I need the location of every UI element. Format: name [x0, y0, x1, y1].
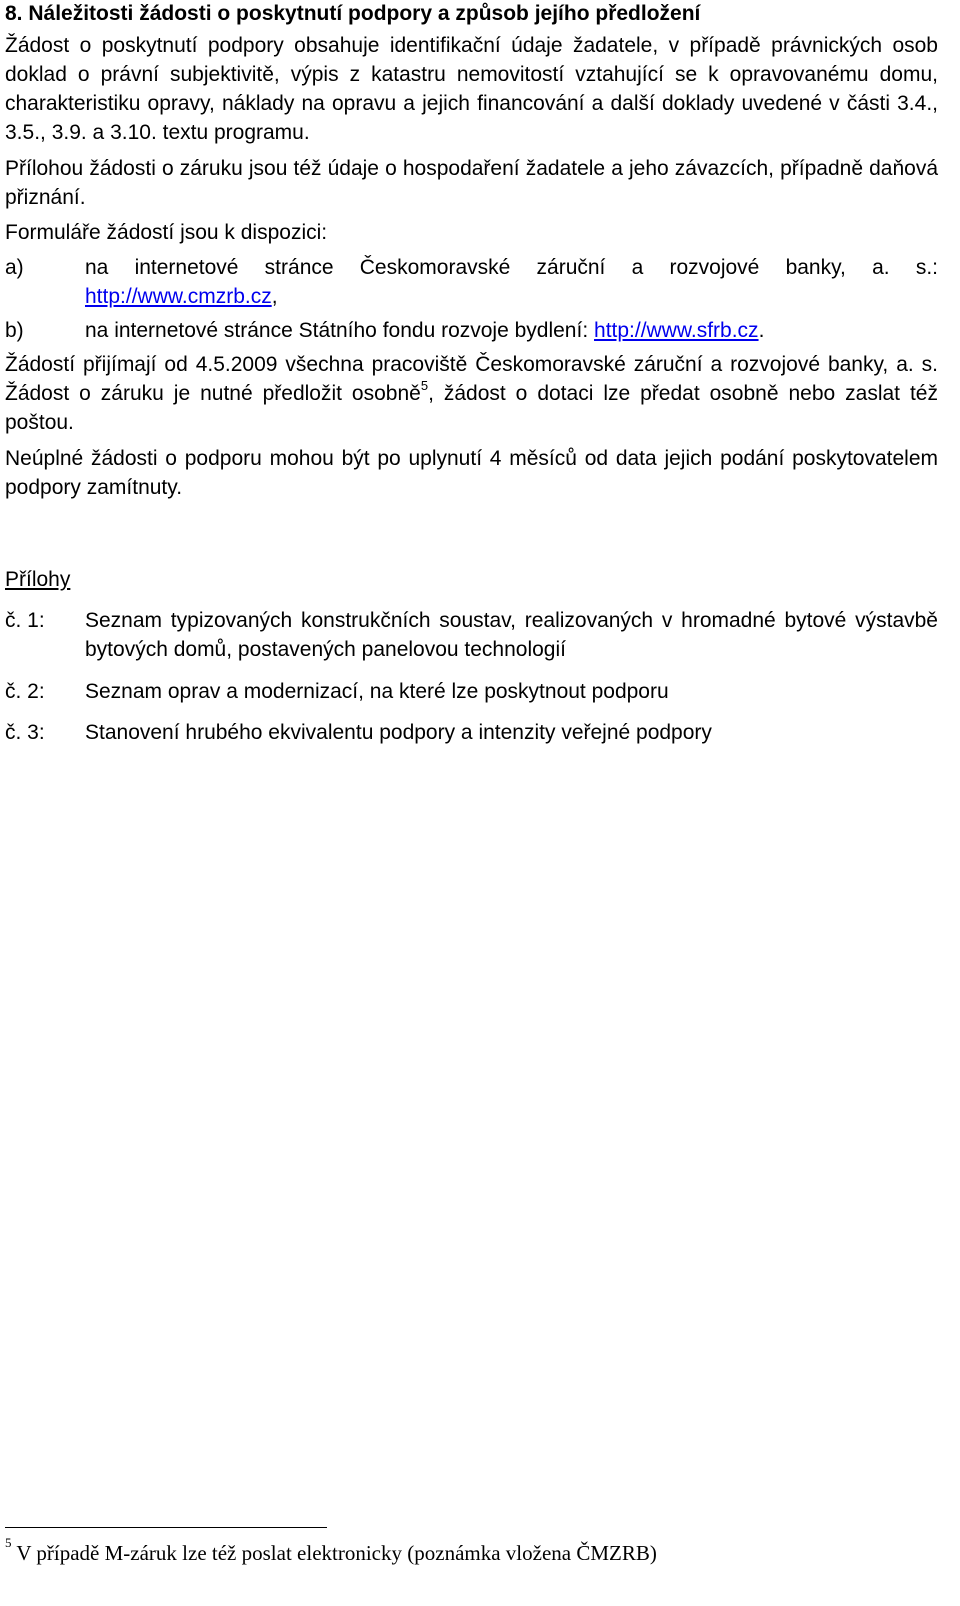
- list-item-content: [85, 253, 938, 311]
- section-heading: 8. Náležitosti žádosti o poskytnutí podpory a způsob jejího předložení: [5, 2, 701, 25]
- list-item-text: na internetové stránce Státního fondu rozvoje bydlení:: [85, 319, 589, 342]
- cmzrb-link[interactable]: http://www.cmzrb.cz: [85, 285, 272, 308]
- list-item-punct: ,: [271, 285, 278, 308]
- attachment-text: Seznam typizovaných konstrukčních soustav, realizovaných v hromadné bytové výstavbě bytových domů, postavených panelovou technologií: [85, 609, 938, 661]
- footnote-number: 5: [5, 1535, 12, 1550]
- submission-text: Žádostí přijímají od 4.5.2009 všechna pracoviště Českomoravské záruční a rozvojové banky, a. s. Žádost o záruku je nutné předložit osobně: [5, 353, 938, 405]
- footnote: [5, 1535, 657, 1566]
- list-item-content: [85, 316, 938, 345]
- list-marker: b): [5, 319, 24, 342]
- list-item-text: na internetové stránce Českomoravské záruční a rozvojové banky, a. s.:: [85, 256, 938, 279]
- list-marker: a): [5, 256, 24, 279]
- paragraph-submission: [5, 350, 938, 437]
- footnote-divider: [5, 1527, 327, 1528]
- attachment-marker: č. 3:: [5, 721, 45, 744]
- list-item-punct: .: [758, 319, 765, 342]
- submission-text-cont: , žádost o dotaci lze předat osobně nebo zaslat též poštou.: [5, 382, 938, 434]
- footnote-ref: 5: [420, 378, 429, 393]
- attachment-marker: č. 2:: [5, 680, 45, 703]
- attachment-marker: č. 1:: [5, 609, 45, 632]
- paragraph-incomplete: Neúplné žádosti o podporu mohou být po uplynutí 4 měsíců od data jejich podání poskytovatelem podpory zamítnuty.: [5, 447, 938, 499]
- attachment-text: Stanovení hrubého ekvivalentu podpory a intenzity veřejné podpory: [85, 721, 712, 744]
- paragraph-attachment-info: Přílohou žádosti o záruku jsou též údaje o hospodaření žadatele a jeho závazcích, případně daňová přiznání.: [5, 157, 938, 209]
- attachments-heading: [5, 565, 938, 594]
- attachments-heading-text: Přílohy: [5, 568, 71, 591]
- sfrb-link[interactable]: http://www.sfrb.cz: [594, 319, 759, 342]
- attachment-text: Seznam oprav a modernizací, na které lze poskytnout podporu: [85, 680, 669, 703]
- footnote-text: V případě M-záruk lze též poslat elektronicky (poznámka vložena ČMZRB): [11, 1541, 657, 1565]
- paragraph-requirements: Žádost o poskytnutí podpory obsahuje identifikační údaje žadatele, v případě právnických osob doklad o právní subjektivitě, výpis z katastru nemovitostí vztahující se k opravovanému domu, charakteristiku opravy, náklady na opravu a jejich financování a další doklady uvedené v části 3.4., 3.5., 3.9. a 3.10. textu programu.: [5, 34, 938, 144]
- paragraph-forms-intro: Formuláře žádostí jsou k dispozici:: [5, 221, 328, 244]
